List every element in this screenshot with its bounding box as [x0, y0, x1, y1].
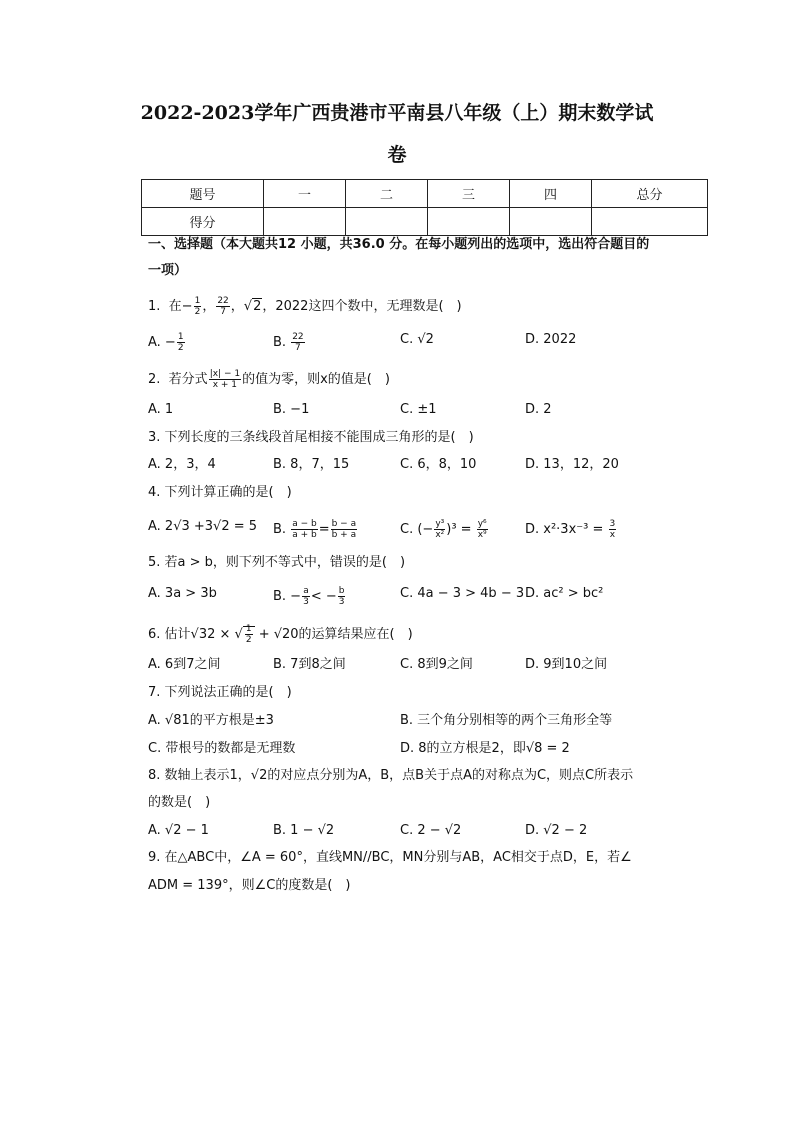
header-cell: 四 [510, 180, 592, 208]
q3-option-d: D. 13，12，20 [525, 457, 619, 472]
q5-option-b: B. − $\frac{a}{3}$ < − $\frac{b}{3}$ [273, 586, 345, 607]
q5-option-c: C. 4a − 3 > 4b − 3 [400, 586, 525, 601]
q2-option-b: B. −1 [273, 402, 310, 417]
question-2: 2. 若分式 $\frac{|x| - 1}{x + 1}$ 的值为零，则x的值是( ) [148, 369, 390, 390]
q3-option-c: C. 6，8，10 [400, 457, 477, 472]
question-8-line1: 8. 数轴上表示1，√2的对应点分别为A，B，点B关于点A的对称点为C，则点C所表示 [148, 768, 634, 783]
q4-option-a: A. 2√3 +3√2 = 5 [148, 519, 258, 534]
q6-option-d: D. 9到10之间 [525, 657, 608, 672]
q2-stem-post: 的值为零，则x的值是( ) [242, 372, 390, 387]
q2-option-a: A. 1 [148, 402, 174, 417]
q8-option-a: A. √2 − 1 [148, 823, 209, 838]
q8-option-b: B. 1 − √2 [273, 823, 335, 838]
q6-option-b: B. 7到8之间 [273, 657, 346, 672]
q7-option-c: C. 带根号的数都是无理数 [148, 741, 296, 756]
header-cell: 二 [346, 180, 428, 208]
q1-option-c: C. √2 [400, 332, 434, 347]
q6-option-c: C. 8到9之间 [400, 657, 473, 672]
score-table-score-row [142, 208, 708, 236]
exam-title-line2: 卷 [387, 144, 407, 166]
header-cell: 总分 [592, 180, 708, 208]
q4-option-d: D. x²·3x⁻³ = $\frac{3}{x}$ [525, 519, 616, 540]
q7-option-d: D. 8的立方根是2，即√8 = 2 [400, 741, 570, 756]
section-heading-line1: 一、选择题（本大题共12 小题，共36.0 分。在每小题列出的选项中，选出符合题目的 [148, 237, 650, 252]
header-cell: 一 [264, 180, 346, 208]
q8-option-d: D. √2 − 2 [525, 823, 588, 838]
score-table [141, 179, 708, 236]
question-4: 4. 下列计算正确的是( ) [148, 485, 292, 500]
score-cell [264, 208, 346, 236]
q1-stem-post: ，2022这四个数中，无理数是( ) [262, 299, 462, 314]
q6-option-a: A. 6到7之间 [148, 657, 221, 672]
q2-stem-pre: 若分式 [168, 372, 208, 387]
score-cell [428, 208, 510, 236]
question-7: 7. 下列说法正确的是( ) [148, 685, 292, 700]
score-cell [592, 208, 708, 236]
question-1: 1. 在− $\frac{1}{2}$ ， $\frac{22}{7}$ ，√2，2022这四个数中，无理数是( ) [148, 296, 462, 317]
q8-option-c: C. 2 − √2 [400, 823, 462, 838]
q1-option-d: D. 2022 [525, 332, 577, 347]
question-8-line2: 的数是( ) [148, 795, 211, 810]
question-9-line1: 9. 在△ABC中，∠A = 60°，直线MN//BC，MN分别与AB，AC相交于点D，E，若∠ [148, 850, 632, 865]
exam-title-line1: 2022-2023学年广西贵港市平南县八年级（上）期末数学试 [140, 102, 654, 124]
q2-option-c: C. ±1 [400, 402, 437, 417]
question-6: 6. 估计√32 × √ $\frac{1}{2}$ + √20的运算结果应在( ) [148, 624, 413, 645]
q5-option-a: A. 3a > 3b [148, 586, 217, 601]
header-cell: 三 [428, 180, 510, 208]
q1-number: 1. [148, 299, 161, 314]
q3-option-a: A. 2，3，4 [148, 457, 216, 472]
q7-option-b: B. 三个角分别相等的两个三角形全等 [400, 713, 613, 728]
q4-option-c: C. (− $\frac{\text{y³}}{\text{x²}}$ )³ = $\frac{\text{y⁶}}{\text{x⁹}}$ [400, 519, 487, 540]
question-9-line2: ADM = 139°，则∠C的度数是( ) [148, 878, 351, 893]
q2-option-d: D. 2 [525, 402, 552, 417]
header-cell: 题号 [142, 180, 264, 208]
q1-option-b: B. $\frac{22}{7}$ [273, 332, 304, 353]
q3-option-b: B. 8，7，15 [273, 457, 350, 472]
q1-option-a: A. − $\frac{1}{2}$ [148, 332, 184, 353]
q4-option-b: B. $\frac{a - b}{a + b}$ = $\frac{b - a}{b + a}$ [273, 519, 357, 540]
score-cell [510, 208, 592, 236]
q1-stem-pre: 在− [168, 299, 193, 314]
score-table-header-row [142, 180, 708, 208]
q7-option-a: A. √81的平方根是±3 [148, 713, 274, 728]
q5-option-d: D. ac² > bc² [525, 586, 604, 601]
score-label-cell: 得分 [142, 208, 264, 236]
question-5: 5. 若a > b，则下列不等式中，错误的是( ) [148, 555, 406, 570]
section-heading-line2: 一项） [148, 263, 188, 278]
question-3: 3. 下列长度的三条线段首尾相接不能围成三角形的是( ) [148, 430, 474, 445]
score-cell [346, 208, 428, 236]
